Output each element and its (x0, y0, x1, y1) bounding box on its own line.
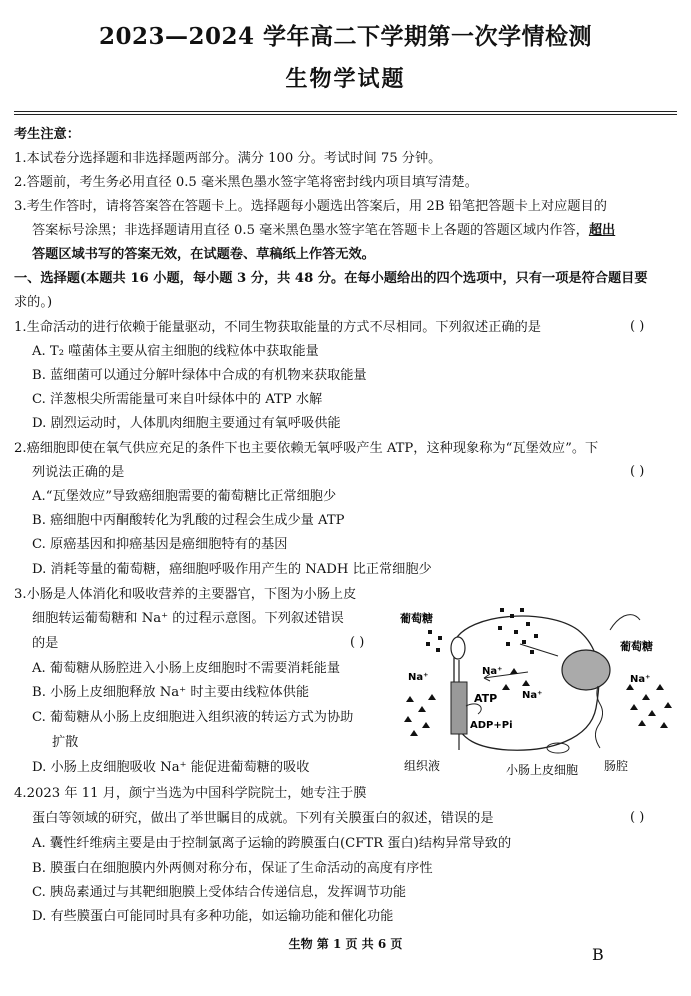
notice-item-3: 3.考生作答时，请将答案答在答题卡上。选择题每小题选出答案后，用 2B 铅笔把答题卡上对应题目的 (14, 199, 607, 214)
q1-option-c: C. 洋葱根尖所需能量可来自叶绿体中的 ATP 水解 (32, 392, 323, 407)
glucose-carrier (451, 637, 465, 659)
q4-stem-2: 蛋白等领域的研究，做出了举世瞩目的成就。下列有关膜蛋白的叙述，错误的是 (32, 811, 494, 826)
label-na-right: Na⁺ (630, 674, 651, 685)
label-na-inner: Na⁺ (482, 666, 503, 677)
glucose-squares-right (498, 608, 538, 654)
label-glucose-right: 葡萄糖 (620, 640, 653, 653)
notice-item-3-emph: 超出 (588, 223, 616, 238)
label-glucose-left: 葡萄糖 (400, 612, 433, 625)
label-atp: ATP (474, 692, 498, 705)
notice-item-2: 2.答题前，考生务必用直径 0.5 毫米黑色墨水签字笔将密封线内项目填写清楚。 (14, 175, 478, 190)
notice-heading: 考生注意： (14, 127, 80, 142)
q3-stem-1: 3.小肠是人体消化和吸收营养的主要器官，下图为小肠上皮 (14, 587, 357, 602)
page-footer: 生物 第 1 页 共 6 页 (288, 937, 403, 951)
exam-subtitle: 生物学试题 (285, 66, 406, 92)
microvilli-2 (610, 615, 640, 630)
q3-option-d: D. 小肠上皮细胞吸收 Na⁺ 能促进葡萄糖的吸收 (32, 760, 310, 775)
q3-option-c: C. 葡萄糖从小肠上皮细胞进入组织液的转运方式为协助 (32, 710, 354, 725)
section1-intro-text: 一、选择题(本题共 16 小题，每小题 3 分，共 48 分。在每小题给出的四个选项中，只有一项是符合题目要 (14, 271, 648, 286)
notice-item-3-line3: 答题区域书写的答案无效，在试题卷、草稿纸上作答无效。 (32, 247, 375, 262)
q4-answer-paren: ( ) (630, 810, 645, 825)
nucleus (562, 650, 610, 690)
q2-option-b: B. 癌细胞中丙酮酸转化为乳酸的过程会生成少量 ATP (32, 513, 345, 528)
q4-option-a: A. 囊性纤维病主要是由于控制氯离子运输的跨膜蛋白(CFTR 蛋白)结构异常导致的 (32, 836, 512, 851)
q3-stem-3: 的是 (32, 636, 59, 651)
glucose-arrow (520, 644, 558, 656)
q4-option-b: B. 膜蛋白在细胞膜内外两侧对称分布，保证了生命活动的高度有序性 (32, 861, 433, 876)
label-tissue-fluid: 组织液 (404, 759, 441, 773)
label-na-mid: Na⁺ (522, 690, 543, 701)
label-epithelial-cell: 小肠上皮细胞 (506, 763, 579, 777)
q1-option-d: D. 剧烈运动时，人体肌肉细胞主要通过有氧呼吸供能 (32, 416, 341, 431)
na-triangles-left (404, 694, 436, 736)
q3-option-b: B. 小肠上皮细胞释放 Na⁺ 时主要由线粒体供能 (32, 685, 310, 700)
section1-intro (14, 270, 648, 288)
header-rule-top (14, 111, 677, 112)
q1-option-b: B. 蓝细菌可以通过分解叶绿体中合成的有机物来获取能量 (32, 368, 367, 383)
q3-figure (398, 590, 680, 780)
label-na-left: Na⁺ (408, 672, 429, 683)
q3-answer-paren: ( ) (350, 635, 365, 650)
notice-item-3-line2: 答案标号涂黑；非选择题请用直径 0.5 毫米黑色墨水签字笔在答题卡上各题的答题区域内作答， (32, 223, 589, 238)
q1-answer-paren: ( ) (630, 319, 645, 334)
microvilli (595, 686, 602, 748)
q1-option-a: A. T₂ 噬菌体主要从宿主细胞的线粒体中获取能量 (32, 344, 319, 359)
exam-title: 2023—2024 学年高二下学期第一次学情检测 (98, 23, 593, 50)
q2-stem-2: 列说法正确的是 (32, 465, 125, 480)
q2-answer-paren: ( ) (630, 464, 645, 479)
q3-stem-2: 细胞转运葡萄糖和 Na⁺ 的过程示意图。下列叙述错误 (32, 611, 344, 626)
q3-option-c-cont: 扩散 (52, 735, 79, 750)
section1-intro-cont: 求的。) (14, 295, 53, 310)
paper-version-mark: B (592, 945, 604, 964)
notice-item-1: 1.本试卷分选择题和非选择题两部分。满分 100 分。考试时间 75 分钟。 (14, 151, 442, 166)
q4-option-c: C. 胰岛素通过与其靶细胞膜上受体结合传递信息，发挥调节功能 (32, 885, 407, 900)
na-triangles-right (626, 684, 672, 728)
q2-option-d: D. 消耗等量的葡萄糖，癌细胞呼吸作用产生的 NADH 比正常细胞少 (32, 562, 432, 577)
q4-stem-1: 4.2023 年 11 月，颜宁当选为中国科学院院士，她专注于膜 (14, 786, 367, 801)
q2-stem-1: 2.癌细胞即使在氧气供应充足的条件下也主要依赖无氧呼吸产生 ATP，这种现象称为“瓦堡效应”。下 (14, 441, 599, 456)
header-rule-bottom (14, 114, 677, 115)
q2-option-c: C. 原癌基因和抑癌基因是癌细胞特有的基因 (32, 537, 288, 552)
q4-option-d: D. 有些膜蛋白可能同时具有多种功能，如运输功能和催化功能 (32, 909, 394, 924)
glucose-squares-left (426, 630, 442, 652)
na-triangles-middle (502, 668, 530, 690)
label-adp: ADP+Pi (470, 720, 513, 731)
q1-stem: 1.生命活动的进行依赖于能量驱动，不同生物获取能量的方式不尽相同。下列叙述正确的是 (14, 320, 541, 335)
atp-arrow (466, 704, 481, 714)
q2-option-a: A.“瓦堡效应”导致癌细胞需要的葡萄糖比正常细胞少 (32, 489, 337, 504)
na-pump (451, 682, 467, 734)
notice-item-3-cont (32, 222, 615, 240)
q3-option-a: A. 葡萄糖从肠腔进入小肠上皮细胞时不需要消耗能量 (32, 661, 341, 676)
label-lumen: 肠腔 (604, 759, 629, 773)
